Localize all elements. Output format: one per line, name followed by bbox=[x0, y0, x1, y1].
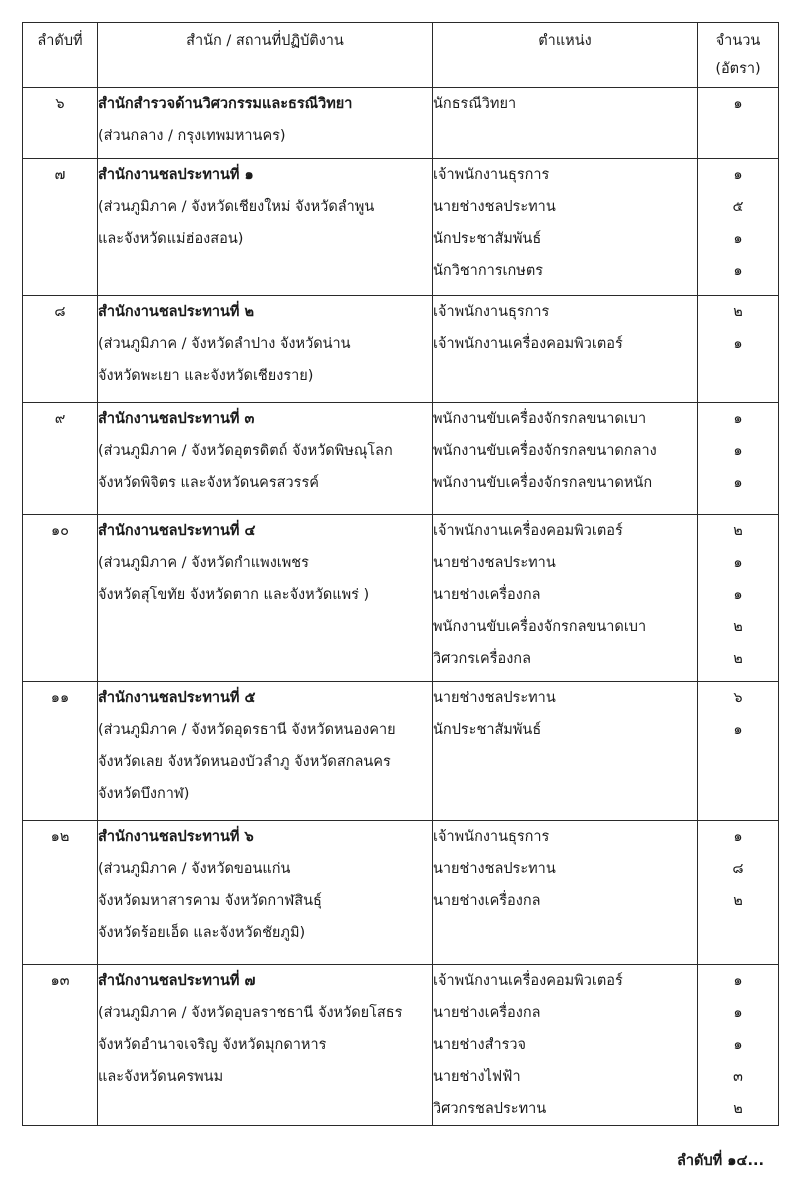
office-detail-line: จังหวัดพะเยา และจังหวัดเชียงราย) bbox=[98, 368, 314, 384]
row-number: ๑๑ bbox=[23, 682, 98, 821]
office-detail-line: (ส่วนภูมิภาค / จังหวัดอุบลราชธานี จังหวัดยโสธร bbox=[98, 1005, 403, 1021]
table-row bbox=[23, 821, 779, 965]
positions-table bbox=[22, 22, 779, 1126]
table-row bbox=[23, 403, 779, 515]
table-row bbox=[23, 682, 779, 821]
position-count: ๑ bbox=[733, 587, 743, 603]
office-detail-line: (ส่วนภูมิภาค / จังหวัดเชียงใหม่ จังหวัดลำพูน bbox=[98, 199, 375, 215]
office-detail-line: จังหวัดร้อยเอ็ด และจังหวัดชัยภูมิ) bbox=[98, 925, 306, 941]
office-cell bbox=[98, 965, 433, 1126]
office-detail-line: จังหวัดบึงกาฬ) bbox=[98, 786, 190, 802]
position-title: วิศวกรเครื่องกล bbox=[433, 651, 531, 667]
position-count: ๑ bbox=[733, 722, 743, 738]
office-detail-line: (ส่วนภูมิภาค / จังหวัดลำปาง จังหวัดน่าน bbox=[98, 336, 351, 352]
position-title: เจ้าพนักงานเครื่องคอมพิวเตอร์ bbox=[433, 973, 623, 989]
header-order: ลำดับที่ bbox=[23, 23, 98, 88]
count-cell bbox=[698, 821, 779, 965]
position-cell bbox=[433, 515, 698, 682]
position-cell bbox=[433, 965, 698, 1126]
position-title: นายช่างเครื่องกล bbox=[433, 893, 541, 909]
office-detail-line: จังหวัดเลย จังหวัดหนองบัวลำภู จังหวัดสกลนคร bbox=[98, 754, 391, 770]
count-cell bbox=[698, 682, 779, 821]
count-cell bbox=[698, 403, 779, 515]
office-detail-line: และจังหวัดนครพนม bbox=[98, 1069, 224, 1085]
position-title: นายช่างเครื่องกล bbox=[433, 587, 541, 603]
row-number: ๑๐ bbox=[23, 515, 98, 682]
position-count: ๒ bbox=[733, 619, 743, 635]
position-title: วิศวกรชลประทาน bbox=[433, 1101, 547, 1117]
position-cell bbox=[433, 296, 698, 403]
office-name: สำนักงานชลประทานที่ ๓ bbox=[98, 411, 255, 427]
office-name: สำนักงานชลประทานที่ ๒ bbox=[98, 304, 255, 320]
position-count: ๑ bbox=[733, 973, 743, 989]
position-title: นายช่างไฟฟ้า bbox=[433, 1069, 521, 1085]
table-row bbox=[23, 88, 779, 159]
position-title: พนักงานขับเครื่องจักรกลขนาดกลาง bbox=[433, 443, 657, 459]
position-count: ๑ bbox=[733, 263, 743, 279]
count-cell bbox=[698, 296, 779, 403]
position-count: ๕ bbox=[732, 199, 744, 215]
office-detail-line: (ส่วนกลาง / กรุงเทพมหานคร) bbox=[98, 128, 286, 144]
position-title: นายช่างสำรวจ bbox=[433, 1037, 527, 1053]
position-count: ๑ bbox=[733, 443, 743, 459]
position-title: นายช่างชลประทาน bbox=[433, 199, 556, 215]
office-cell bbox=[98, 403, 433, 515]
continuation-note: ลำดับที่ ๑๔... bbox=[677, 1153, 764, 1169]
office-detail-line: จังหวัดอำนาจเจริญ จังหวัดมุกดาหาร bbox=[98, 1037, 327, 1053]
position-title: นายช่างเครื่องกล bbox=[433, 1005, 541, 1021]
office-detail-line: (ส่วนภูมิภาค / จังหวัดขอนแก่น bbox=[98, 861, 291, 877]
office-cell bbox=[98, 296, 433, 403]
row-number: ๘ bbox=[23, 296, 98, 403]
office-name: สำนักงานชลประทานที่ ๔ bbox=[98, 523, 256, 539]
position-title: เจ้าพนักงานธุรการ bbox=[433, 167, 550, 183]
position-title: นายช่างชลประทาน bbox=[433, 690, 556, 706]
office-detail-line: (ส่วนภูมิภาค / จังหวัดอุตรดิตถ์ จังหวัดพิษณุโลก bbox=[98, 443, 393, 459]
header-position: ตำแหน่ง bbox=[433, 23, 698, 88]
row-number: ๖ bbox=[23, 88, 98, 159]
position-title: นักวิชาการเกษตร bbox=[433, 263, 544, 279]
position-cell bbox=[433, 682, 698, 821]
position-cell bbox=[433, 159, 698, 296]
header-count-line1: จำนวน bbox=[715, 33, 761, 49]
office-cell bbox=[98, 515, 433, 682]
position-title: เจ้าพนักงานเครื่องคอมพิวเตอร์ bbox=[433, 336, 623, 352]
row-number: ๗ bbox=[23, 159, 98, 296]
office-cell bbox=[98, 159, 433, 296]
table-row bbox=[23, 515, 779, 682]
position-title: พนักงานขับเครื่องจักรกลขนาดเบา bbox=[433, 619, 647, 635]
row-number: ๙ bbox=[23, 403, 98, 515]
office-detail-line: (ส่วนภูมิภาค / จังหวัดกำแพงเพชร bbox=[98, 555, 309, 571]
position-count: ๖ bbox=[733, 690, 743, 706]
position-title: นักธรณีวิทยา bbox=[433, 96, 517, 112]
table-row bbox=[23, 965, 779, 1126]
row-number: ๑๓ bbox=[23, 965, 98, 1126]
position-count: ๒ bbox=[733, 523, 743, 539]
position-title: เจ้าพนักงานเครื่องคอมพิวเตอร์ bbox=[433, 523, 623, 539]
position-count: ๑ bbox=[733, 336, 743, 352]
position-count: ๑ bbox=[733, 231, 743, 247]
table-row bbox=[23, 296, 779, 403]
count-cell bbox=[698, 159, 779, 296]
position-count: ๒ bbox=[733, 651, 743, 667]
position-title: พนักงานขับเครื่องจักรกลขนาดหนัก bbox=[433, 475, 653, 491]
header-count-line2: (อัตรา) bbox=[715, 61, 761, 77]
position-count: ๑ bbox=[733, 829, 743, 845]
position-count: ๒ bbox=[733, 893, 743, 909]
table-header-row bbox=[23, 23, 779, 88]
office-cell bbox=[98, 821, 433, 965]
office-name: สำนักงานชลประทานที่ ๕ bbox=[98, 690, 256, 706]
count-cell bbox=[698, 88, 779, 159]
office-name: สำนักงานชลประทานที่ ๑ bbox=[98, 167, 254, 183]
position-count: ๘ bbox=[732, 861, 744, 877]
position-title: นักประชาสัมพันธ์ bbox=[433, 722, 542, 738]
position-count: ๑ bbox=[733, 1005, 743, 1021]
office-name: สำนักงานชลประทานที่ ๖ bbox=[98, 829, 254, 845]
position-title: นายช่างชลประทาน bbox=[433, 555, 556, 571]
position-count: ๑ bbox=[733, 167, 743, 183]
position-title: เจ้าพนักงานธุรการ bbox=[433, 829, 550, 845]
position-count: ๑ bbox=[733, 475, 743, 491]
header-count bbox=[698, 23, 779, 88]
header-office: สำนัก / สถานที่ปฏิบัติงาน bbox=[98, 23, 433, 88]
office-detail-line: จังหวัดมหาสารคาม จังหวัดกาฬสินธุ์ bbox=[98, 893, 322, 909]
position-count: ๒ bbox=[733, 1101, 743, 1117]
position-title: พนักงานขับเครื่องจักรกลขนาดเบา bbox=[433, 411, 647, 427]
position-title: เจ้าพนักงานธุรการ bbox=[433, 304, 550, 320]
office-name: สำนักสำรวจด้านวิศวกรรมและธรณีวิทยา bbox=[98, 96, 353, 112]
table-row bbox=[23, 159, 779, 296]
position-cell bbox=[433, 88, 698, 159]
position-count: ๒ bbox=[733, 304, 743, 320]
office-detail-line: จังหวัดพิจิตร และจังหวัดนครสวรรค์ bbox=[98, 475, 319, 491]
count-cell bbox=[698, 965, 779, 1126]
office-detail-line: จังหวัดสุโขทัย จังหวัดตาก และจังหวัดแพร่ ) bbox=[98, 587, 370, 603]
count-cell bbox=[698, 515, 779, 682]
position-count: ๓ bbox=[733, 1069, 743, 1085]
position-count: ๑ bbox=[733, 96, 743, 112]
office-detail-line: และจังหวัดแม่ฮ่องสอน) bbox=[98, 231, 244, 247]
office-cell bbox=[98, 682, 433, 821]
office-cell bbox=[98, 88, 433, 159]
row-number: ๑๒ bbox=[23, 821, 98, 965]
position-cell bbox=[433, 403, 698, 515]
office-name: สำนักงานชลประทานที่ ๗ bbox=[98, 973, 256, 989]
position-count: ๑ bbox=[733, 1037, 743, 1053]
position-title: นายช่างชลประทาน bbox=[433, 861, 556, 877]
position-count: ๑ bbox=[733, 411, 743, 427]
position-count: ๑ bbox=[733, 555, 743, 571]
office-detail-line: (ส่วนภูมิภาค / จังหวัดอุดรธานี จังหวัดหนองคาย bbox=[98, 722, 396, 738]
position-title: นักประชาสัมพันธ์ bbox=[433, 231, 542, 247]
position-cell bbox=[433, 821, 698, 965]
